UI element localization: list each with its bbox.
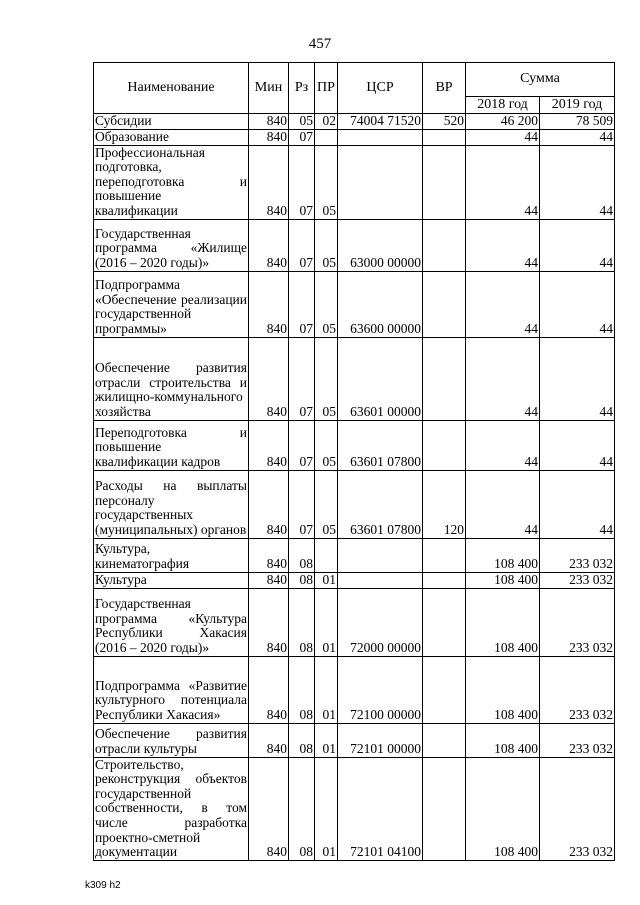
row-min: 840: [249, 271, 289, 337]
row-vr: [423, 145, 466, 219]
row-sum-2019: 44: [540, 470, 615, 538]
row-csr: 72100 00000: [338, 656, 423, 723]
row-min: 840: [249, 129, 289, 145]
row-csr: 63601 00000: [338, 337, 423, 420]
row-sum-2018: 108 400: [466, 723, 540, 757]
header-min: Мин: [249, 63, 289, 114]
row-name: Подпрограмма «Обеспечение реализации государственной программы»: [94, 271, 249, 337]
row-pr: 01: [315, 723, 338, 757]
row-rz: 07: [289, 271, 315, 337]
row-rz: 05: [289, 114, 315, 130]
row-rz: 08: [289, 723, 315, 757]
row-rz: 07: [289, 219, 315, 271]
row-rz: 07: [289, 337, 315, 420]
header-csr: ЦСР: [338, 63, 423, 114]
row-sum-2019: 233 032: [540, 588, 615, 656]
row-pr: 01: [315, 572, 338, 588]
row-min: 840: [249, 145, 289, 219]
row-min: 840: [249, 470, 289, 538]
header-2018: 2018 год: [466, 97, 540, 114]
row-pr: 02: [315, 114, 338, 130]
table-row: [94, 129, 615, 145]
row-rz: 08: [289, 538, 315, 572]
table-row: [94, 572, 615, 588]
row-csr: 63600 00000: [338, 271, 423, 337]
row-sum-2019: 44: [540, 219, 615, 271]
row-vr: [423, 219, 466, 271]
row-sum-2019: 44: [540, 145, 615, 219]
row-pr: 05: [315, 219, 338, 271]
header-vr: ВР: [423, 63, 466, 114]
row-sum-2018: 108 400: [466, 757, 540, 860]
row-min: 840: [249, 219, 289, 271]
row-pr: 05: [315, 145, 338, 219]
row-csr: 63601 07800: [338, 420, 423, 470]
row-sum-2019: 44: [540, 337, 615, 420]
row-name: Строительство, реконструкция объектов государственной собственности, в том числе разработка проектно-сметной документации: [95, 757, 247, 860]
row-csr: 72101 04100: [338, 757, 423, 860]
row-sum-2019: 233 032: [540, 723, 615, 757]
row-csr: 72000 00000: [338, 588, 423, 656]
header-name: Наименование: [94, 63, 249, 114]
row-csr: [338, 538, 423, 572]
table-row: [94, 757, 615, 860]
row-vr: [423, 588, 466, 656]
row-sum-2019: 44: [540, 420, 615, 470]
row-vr: [423, 723, 466, 757]
row-sum-2018: 44: [466, 129, 540, 145]
row-sum-2019: 233 032: [540, 538, 615, 572]
row-vr: 520: [423, 114, 466, 130]
row-min: 840: [249, 572, 289, 588]
row-name: Субсидии: [94, 114, 249, 130]
row-csr: [338, 572, 423, 588]
row-vr: [423, 572, 466, 588]
row-rz: 08: [289, 572, 315, 588]
row-pr: 05: [315, 271, 338, 337]
row-sum-2019: 44: [540, 129, 615, 145]
row-min: 840: [249, 114, 289, 130]
row-pr: [315, 538, 338, 572]
table-row: [94, 145, 615, 219]
row-name: Обеспечение развития отрасли строительства и жилищно-коммунального хозяйства: [94, 337, 249, 420]
row-pr: 01: [315, 656, 338, 723]
row-sum-2018: 44: [466, 337, 540, 420]
row-sum-2018: 44: [466, 271, 540, 337]
header-pr: ПР: [315, 63, 338, 114]
row-csr: 63601 07800: [338, 470, 423, 538]
row-min: 840: [249, 538, 289, 572]
footer-code: k309 h2: [85, 880, 121, 891]
row-sum-2018: 46 200: [466, 114, 540, 130]
table-row: [94, 538, 615, 572]
row-rz: 07: [289, 129, 315, 145]
table-row: [94, 420, 615, 470]
row-name: Обеспечение развития отрасли культуры: [94, 723, 249, 757]
row-rz: 08: [289, 656, 315, 723]
row-sum-2019: 233 032: [540, 572, 615, 588]
row-sum-2018: 108 400: [466, 538, 540, 572]
row-csr: [338, 129, 423, 145]
page-number: 457: [308, 36, 332, 52]
row-sum-2018: 44: [466, 420, 540, 470]
row-sum-2018: 44: [466, 470, 540, 538]
row-vr: 120: [423, 470, 466, 538]
row-sum-2018: 44: [466, 145, 540, 219]
table-row: [94, 271, 615, 337]
row-pr: 05: [315, 470, 338, 538]
row-name: Образование: [94, 129, 249, 145]
table-row: [94, 588, 615, 656]
row-csr: 74004 71520: [338, 114, 423, 130]
row-vr: [423, 271, 466, 337]
row-pr: 05: [315, 420, 338, 470]
row-rz: 08: [289, 757, 315, 860]
header-sum: Сумма: [466, 63, 615, 97]
row-name: Подпрограмма «Развитие культурного потенциала Республики Хакасия»: [94, 656, 249, 723]
row-pr: [315, 129, 338, 145]
row-vr: [423, 129, 466, 145]
row-rz: 07: [289, 420, 315, 470]
row-pr: 01: [315, 588, 338, 656]
row-sum-2019: 233 032: [540, 757, 615, 860]
row-sum-2018: 108 400: [466, 588, 540, 656]
row-name: Переподготовка и повышение квалификации кадров: [94, 420, 249, 470]
row-sum-2019: 78 509: [540, 114, 615, 130]
row-vr: [423, 757, 466, 860]
budget-table-body: [94, 114, 615, 861]
row-sum-2019: 233 032: [540, 656, 615, 723]
row-min: 840: [249, 337, 289, 420]
table-row: [94, 723, 615, 757]
row-vr: [423, 538, 466, 572]
row-csr: 72101 00000: [338, 723, 423, 757]
row-sum-2018: 108 400: [466, 656, 540, 723]
row-rz: 07: [289, 470, 315, 538]
row-min: 840: [249, 656, 289, 723]
row-pr: 01: [315, 757, 338, 860]
header-rz: Рз: [289, 63, 315, 114]
row-name: Государственная программа «Жилище (2016 – 2020 годы)»: [94, 219, 249, 271]
row-min: 840: [249, 420, 289, 470]
row-csr: [338, 145, 423, 219]
row-min: 840: [249, 757, 289, 860]
row-pr: 05: [315, 337, 338, 420]
table-row: [94, 656, 615, 723]
row-name: Расходы на выплаты персоналу государственных (муниципальных) органов: [94, 470, 249, 538]
row-sum-2018: 44: [466, 219, 540, 271]
row-name: Культура: [94, 572, 249, 588]
row-sum-2019: 44: [540, 271, 615, 337]
row-csr: 63000 00000: [338, 219, 423, 271]
row-name: Профессиональная подготовка, переподготовка и повышение квалификации: [95, 145, 247, 218]
table-row: [94, 470, 615, 538]
row-vr: [423, 656, 466, 723]
row-name: Государственная программа «Культура Республики Хакасия (2016 – 2020 годы)»: [94, 588, 249, 656]
row-rz: 07: [289, 145, 315, 219]
table-row: [94, 114, 615, 130]
row-min: 840: [249, 588, 289, 656]
row-vr: [423, 337, 466, 420]
table-row: [94, 337, 615, 420]
header-2019: 2019 год: [540, 97, 615, 114]
row-sum-2018: 108 400: [466, 572, 540, 588]
table-row: [94, 219, 615, 271]
row-name: Культура, кинематография: [94, 538, 249, 572]
row-rz: 08: [289, 588, 315, 656]
budget-table: [93, 62, 615, 861]
row-vr: [423, 420, 466, 470]
row-min: 840: [249, 723, 289, 757]
